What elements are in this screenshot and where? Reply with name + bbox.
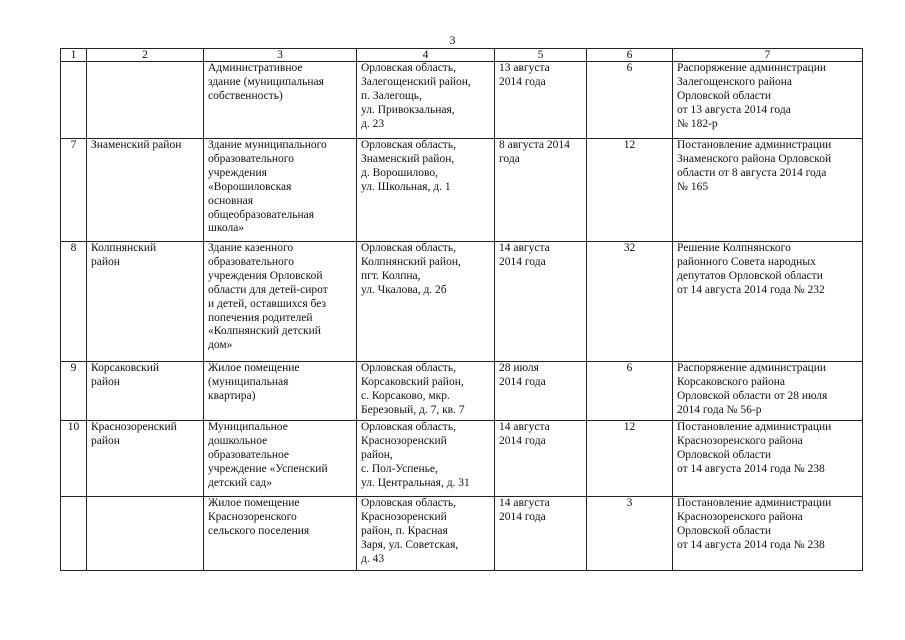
count-cell: 6 — [587, 62, 673, 139]
date-cell: 28 июля 2014 года — [495, 362, 587, 421]
column-number: 5 — [495, 49, 587, 62]
row-number — [61, 497, 87, 571]
table-row — [61, 421, 863, 497]
address-cell: Орловская область, Краснозоренский район, с. Пол-Успенье, ул. Центральная, д. 31 — [357, 421, 495, 497]
address-cell: Орловская область, Корсаковский район, с. Корсаково, мкр. Березовый, д. 7, кв. 7 — [357, 362, 495, 421]
object-cell: Здание казенного образовательного учреждения Орловской области для детей-сирот и детей, оставшихся без попечения родителей «Колпнянский детский дом» — [204, 242, 357, 362]
document-cell: Постановление администрации Краснозоренского района Орловской области от 14 августа 2014 года № 238 — [673, 421, 863, 497]
address-cell: Орловская область, Знаменский район, д. Ворошилово, ул. Школьная, д. 1 — [357, 139, 495, 242]
address-cell: Орловская область, Колпнянский район, пгт. Колпна, ул. Чкалова, д. 2б — [357, 242, 495, 362]
table-row — [61, 62, 863, 139]
column-number: 3 — [204, 49, 357, 62]
document-cell: Постановление администрации Краснозоренского района Орловской области от 14 августа 2014 года № 238 — [673, 497, 863, 571]
document-cell: Постановление администрации Знаменского района Орловской области от 8 августа 2014 года № 165 — [673, 139, 863, 242]
district-cell: Колпнянский район — [87, 242, 204, 362]
date-cell: 13 августа 2014 года — [495, 62, 587, 139]
row-number: 7 — [61, 139, 87, 242]
object-cell: Административное здание (муниципальная собственность) — [204, 62, 357, 139]
table-row — [61, 242, 863, 362]
document-cell: Решение Колпнянского районного Совета народных депутатов Орловской области от 14 августа 2014 года № 232 — [673, 242, 863, 362]
object-cell: Жилое помещение (муниципальная квартира) — [204, 362, 357, 421]
district-cell: Корсаковский район — [87, 362, 204, 421]
object-cell: Муниципальное дошкольное образовательное учреждение «Успенский детский сад» — [204, 421, 357, 497]
row-number: 8 — [61, 242, 87, 362]
count-cell: 32 — [587, 242, 673, 362]
row-number — [61, 62, 87, 139]
count-cell: 12 — [587, 139, 673, 242]
row-number: 9 — [61, 362, 87, 421]
date-cell: 14 августа 2014 года — [495, 421, 587, 497]
district-cell: Знаменский район — [87, 139, 204, 242]
column-number: 1 — [61, 49, 87, 62]
object-cell: Жилое помещение Краснозоренского сельского поселения — [204, 497, 357, 571]
column-number: 7 — [673, 49, 863, 62]
date-cell: 14 августа 2014 года — [495, 242, 587, 362]
table-row — [61, 139, 863, 242]
registry-table — [60, 48, 863, 571]
district-cell: Краснозоренский район — [87, 421, 204, 497]
count-cell: 3 — [587, 497, 673, 571]
address-cell: Орловская область, Залегощенский район, п. Залегощь, ул. Привокзальная, д. 23 — [357, 62, 495, 139]
date-cell: 8 августа 2014 года — [495, 139, 587, 242]
column-number-row — [61, 49, 863, 62]
district-cell — [87, 497, 204, 571]
table-row — [61, 362, 863, 421]
page-number: 3 — [449, 33, 456, 47]
column-number: 4 — [357, 49, 495, 62]
column-number: 2 — [87, 49, 204, 62]
document-cell: Распоряжение администрации Корсаковского района Орловской области от 28 июля 2014 года № 56-р — [673, 362, 863, 421]
document-cell: Распоряжение администрации Залегощенского района Орловской области от 13 августа 2014 года № 182-р — [673, 62, 863, 139]
row-number: 10 — [61, 421, 87, 497]
object-cell: Здание муниципального образовательного учреждения «Ворошиловская основная общеобразовательная школа» — [204, 139, 357, 242]
count-cell: 12 — [587, 421, 673, 497]
table-row — [61, 497, 863, 571]
count-cell: 6 — [587, 362, 673, 421]
column-number: 6 — [587, 49, 673, 62]
address-cell: Орловская область, Краснозоренский район, п. Красная Заря, ул. Советская, д. 43 — [357, 497, 495, 571]
district-cell — [87, 62, 204, 139]
date-cell: 14 августа 2014 года — [495, 497, 587, 571]
